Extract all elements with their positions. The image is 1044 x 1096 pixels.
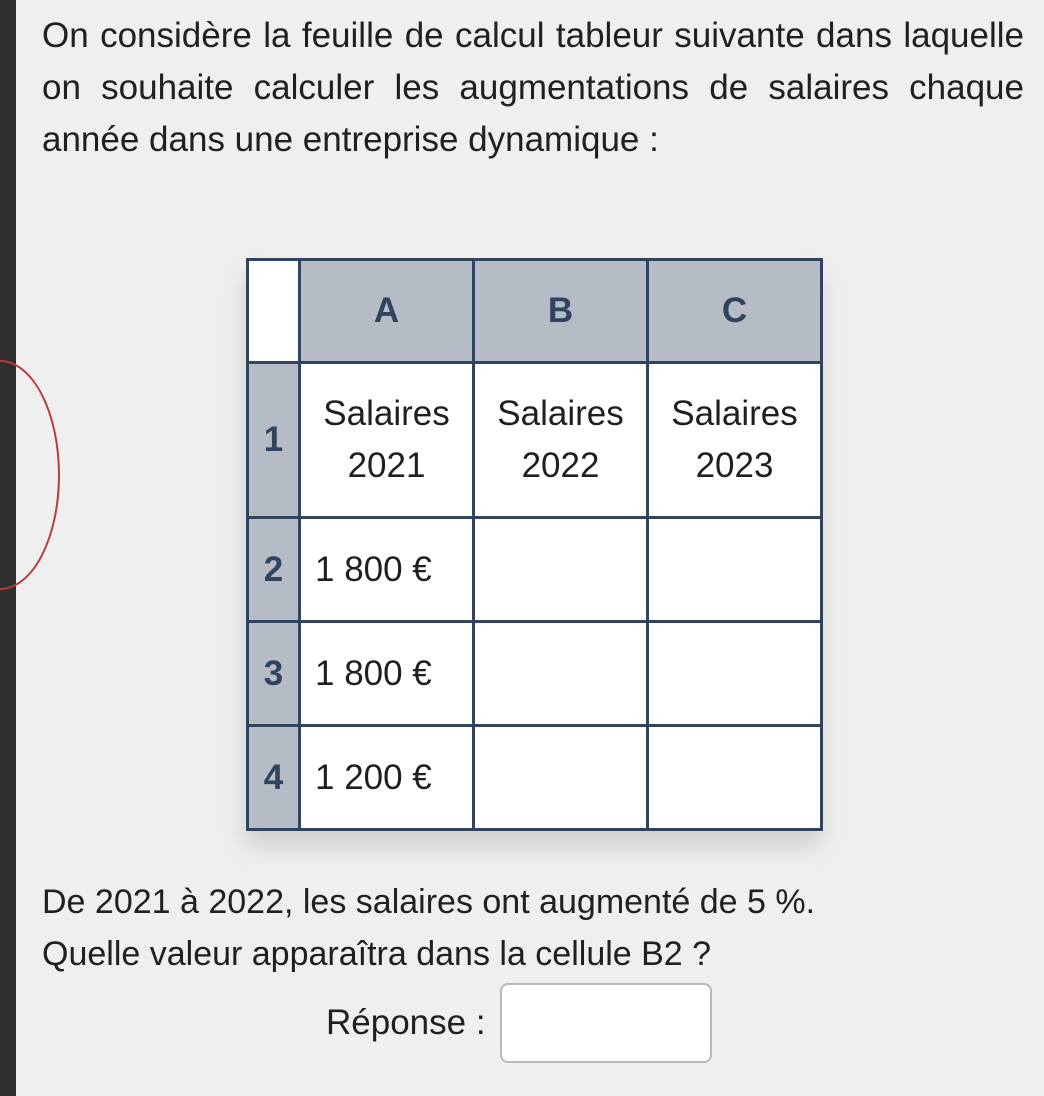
intro-text: On considère la feuille de calcul tableur suivante dans laquelle on souhaite calculer les augmentations de salaires chaque année dans une entreprise dynamique : — [42, 16, 1024, 159]
cell-a2: 1 800 € — [300, 518, 474, 622]
cell-c1-line1: Salaires — [671, 394, 798, 433]
cell-a3: 1 800 € — [300, 622, 474, 726]
row-header-3: 3 — [248, 622, 300, 726]
table-row — [248, 363, 822, 518]
cell-a1-line2: 2021 — [347, 446, 426, 485]
answer-label: Réponse : — [326, 1003, 486, 1042]
answer-input[interactable] — [500, 983, 712, 1063]
column-header-b: B — [474, 260, 648, 363]
cell-c1-line2: 2023 — [695, 446, 774, 485]
cell-b1-line1: Salaires — [497, 394, 624, 433]
cell-c3 — [648, 622, 822, 726]
table-row — [248, 622, 822, 726]
cell-c1 — [648, 363, 822, 518]
row-header-4: 4 — [248, 726, 300, 830]
corner-cell — [248, 260, 300, 363]
cell-b1-line2: 2022 — [521, 446, 600, 485]
row-header-1: 1 — [248, 363, 300, 518]
column-header-c: C — [648, 260, 822, 363]
cell-b1 — [474, 363, 648, 518]
cell-b3 — [474, 622, 648, 726]
row-header-2: 2 — [248, 518, 300, 622]
question-line-1: De 2021 à 2022, les salaires ont augmenté de 5 %. — [42, 883, 816, 921]
decorative-arc — [0, 360, 60, 590]
cell-b4 — [474, 726, 648, 830]
column-header-a: A — [300, 260, 474, 363]
answer-row — [326, 982, 712, 1064]
spreadsheet-table — [246, 258, 823, 831]
cell-c4 — [648, 726, 822, 830]
cell-a4: 1 200 € — [300, 726, 474, 830]
question-line-2: Quelle valeur apparaîtra dans la cellule B2 ? — [42, 935, 712, 973]
question — [42, 876, 1024, 980]
column-header-row — [248, 260, 822, 363]
spreadsheet — [246, 258, 820, 828]
cell-a1 — [300, 363, 474, 518]
table-row — [248, 726, 822, 830]
exercise-content — [42, 10, 1024, 166]
cell-a1-line1: Salaires — [323, 394, 450, 433]
cell-c2 — [648, 518, 822, 622]
cell-b2 — [474, 518, 648, 622]
table-row — [248, 518, 822, 622]
